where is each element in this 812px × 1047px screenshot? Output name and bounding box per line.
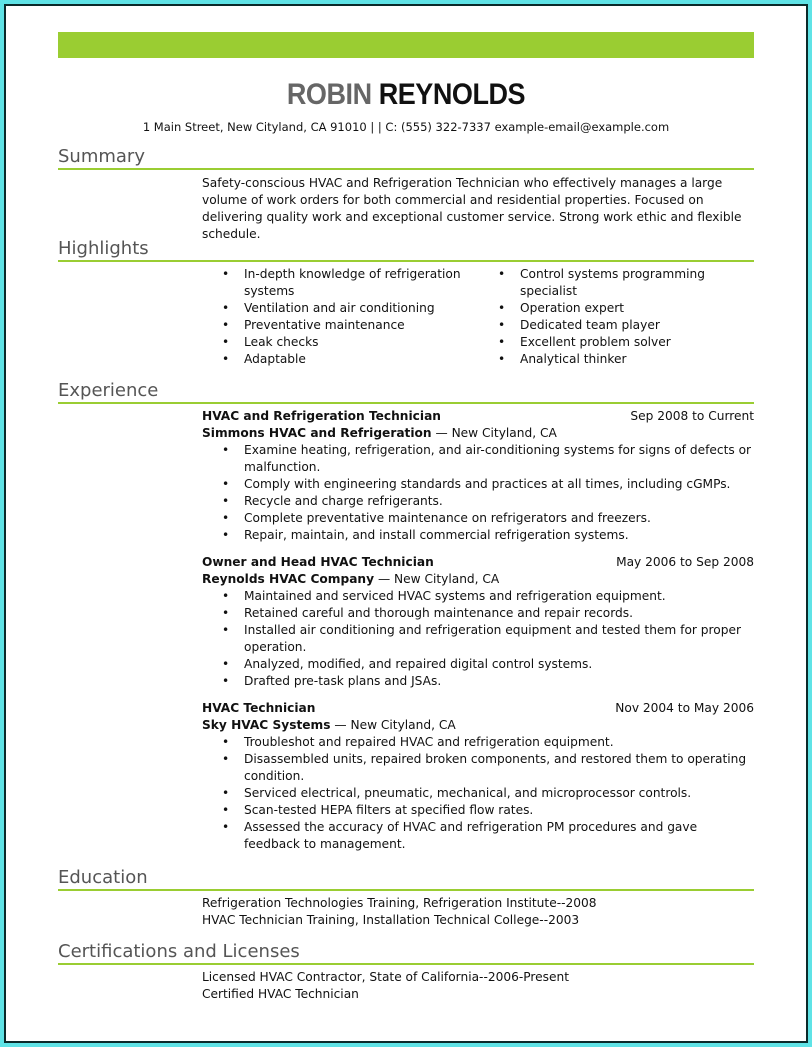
experience-list bbox=[202, 408, 754, 853]
certification-item: Licensed HVAC Contractor, State of California--2006-Present bbox=[202, 970, 569, 984]
job-bullet: • Recycle and charge refrigerants. bbox=[202, 493, 754, 510]
experience-section bbox=[58, 380, 754, 863]
job-company-line bbox=[202, 717, 754, 734]
job-title: Owner and Head HVAC Technician bbox=[202, 555, 434, 569]
job-bullet: • Maintained and serviced HVAC systems and refrigeration equipment. bbox=[202, 588, 754, 605]
contact-info: 1 Main Street, New Cityland, CA 91010 | | C: (555) 322-7337 example-email@example.com bbox=[142, 120, 670, 134]
last-name: REYNOLDS bbox=[378, 78, 526, 111]
highlight-item: • Dedicated team player bbox=[478, 317, 754, 334]
job-bullets bbox=[202, 442, 754, 544]
job-bullet: • Scan-tested HEPA filters at specified flow rates. bbox=[202, 802, 754, 819]
job-dates: Nov 2004 to May 2006 bbox=[615, 701, 754, 715]
separator: — bbox=[334, 718, 347, 732]
highlight-item: • In-depth knowledge of refrigeration systems bbox=[202, 266, 478, 300]
job-bullets bbox=[202, 734, 754, 853]
highlight-item: • Excellent problem solver bbox=[478, 334, 754, 351]
education-item: HVAC Technician Training, Installation Technical College--2003 bbox=[202, 913, 580, 927]
highlights-left bbox=[202, 266, 478, 368]
highlight-item: • Leak checks bbox=[202, 334, 478, 351]
company-name: Simmons HVAC and Refrigeration bbox=[202, 426, 432, 440]
certifications-section bbox=[58, 941, 754, 1003]
job-bullet: • Complete preventative maintenance on refrigerators and freezers. bbox=[202, 510, 754, 527]
job-bullet: • Troubleshot and repaired HVAC and refrigeration equipment. bbox=[202, 734, 754, 751]
job-header bbox=[202, 700, 754, 717]
highlight-item: • Operation expert bbox=[478, 300, 754, 317]
candidate-name bbox=[46, 78, 766, 112]
job-company-line bbox=[202, 425, 754, 442]
company-name: Sky HVAC Systems bbox=[202, 718, 331, 732]
header-accent-bar bbox=[58, 32, 754, 58]
job-location: New Cityland, CA bbox=[394, 572, 500, 586]
job-location: New Cityland, CA bbox=[451, 426, 557, 440]
resume-page bbox=[4, 4, 808, 1043]
job-entry bbox=[202, 554, 754, 690]
job-bullet: • Serviced electrical, pneumatic, mechanical, and microprocessor controls. bbox=[202, 785, 754, 802]
highlights-right bbox=[478, 266, 754, 368]
job-company-line bbox=[202, 571, 754, 588]
job-dates: May 2006 to Sep 2008 bbox=[616, 555, 754, 569]
highlight-item: • Control systems programming specialist bbox=[478, 266, 754, 300]
summary-text: Safety-conscious HVAC and Refrigeration Technician who effectively manages a large volume of work orders for both commercial and residential properties. Focused on delivering quality work and exceptional customer service. Strong work ethic and flexible schedule. bbox=[202, 176, 742, 241]
job-header bbox=[202, 554, 754, 571]
highlights-columns bbox=[202, 266, 754, 368]
summary-section bbox=[58, 146, 754, 243]
highlights-section bbox=[58, 238, 754, 368]
job-bullet: • Disassembled units, repaired broken components, and restored them to operating condition. bbox=[202, 751, 754, 785]
certification-item: Certified HVAC Technician bbox=[202, 987, 359, 1001]
job-bullet: • Examine heating, refrigeration, and air-conditioning systems for signs of defects or malfunction. bbox=[202, 442, 754, 476]
first-name: ROBIN bbox=[286, 78, 372, 111]
company-name: Reynolds HVAC Company bbox=[202, 572, 375, 586]
highlight-item: • Ventilation and air conditioning bbox=[202, 300, 478, 317]
highlight-item: • Analytical thinker bbox=[478, 351, 754, 368]
job-bullet: • Comply with engineering standards and practices at all times, including cGMPs. bbox=[202, 476, 754, 493]
section-heading: Summary bbox=[58, 146, 754, 170]
job-location: New Cityland, CA bbox=[350, 718, 456, 732]
section-heading: Education bbox=[58, 867, 754, 891]
job-entry bbox=[202, 408, 754, 544]
section-heading: Highlights bbox=[58, 238, 754, 262]
highlight-item: • Preventative maintenance bbox=[202, 317, 478, 334]
job-entry bbox=[202, 700, 754, 853]
job-title: HVAC Technician bbox=[202, 701, 316, 715]
job-header bbox=[202, 408, 754, 425]
education-item: Refrigeration Technologies Training, Refrigeration Institute--2008 bbox=[202, 896, 597, 910]
highlight-item: • Adaptable bbox=[202, 351, 478, 368]
job-dates: Sep 2008 to Current bbox=[630, 409, 754, 423]
job-bullets bbox=[202, 588, 754, 690]
separator: — bbox=[377, 572, 391, 586]
section-heading: Experience bbox=[58, 380, 754, 404]
job-bullet: • Analyzed, modified, and repaired digital control systems. bbox=[202, 656, 754, 673]
job-bullet: • Drafted pre-task plans and JSAs. bbox=[202, 673, 754, 690]
job-title: HVAC and Refrigeration Technician bbox=[202, 409, 441, 423]
job-bullet: • Retained careful and thorough maintenance and repair records. bbox=[202, 605, 754, 622]
job-bullet: • Assessed the accuracy of HVAC and refrigeration PM procedures and gave feedback to management. bbox=[202, 819, 754, 853]
separator: — bbox=[435, 426, 448, 440]
job-bullet: • Installed air conditioning and refrigeration equipment and tested them for proper operation. bbox=[202, 622, 754, 656]
education-section bbox=[58, 867, 754, 929]
section-heading: Certifications and Licenses bbox=[58, 941, 754, 965]
job-bullet: • Repair, maintain, and install commercial refrigeration systems. bbox=[202, 527, 754, 544]
